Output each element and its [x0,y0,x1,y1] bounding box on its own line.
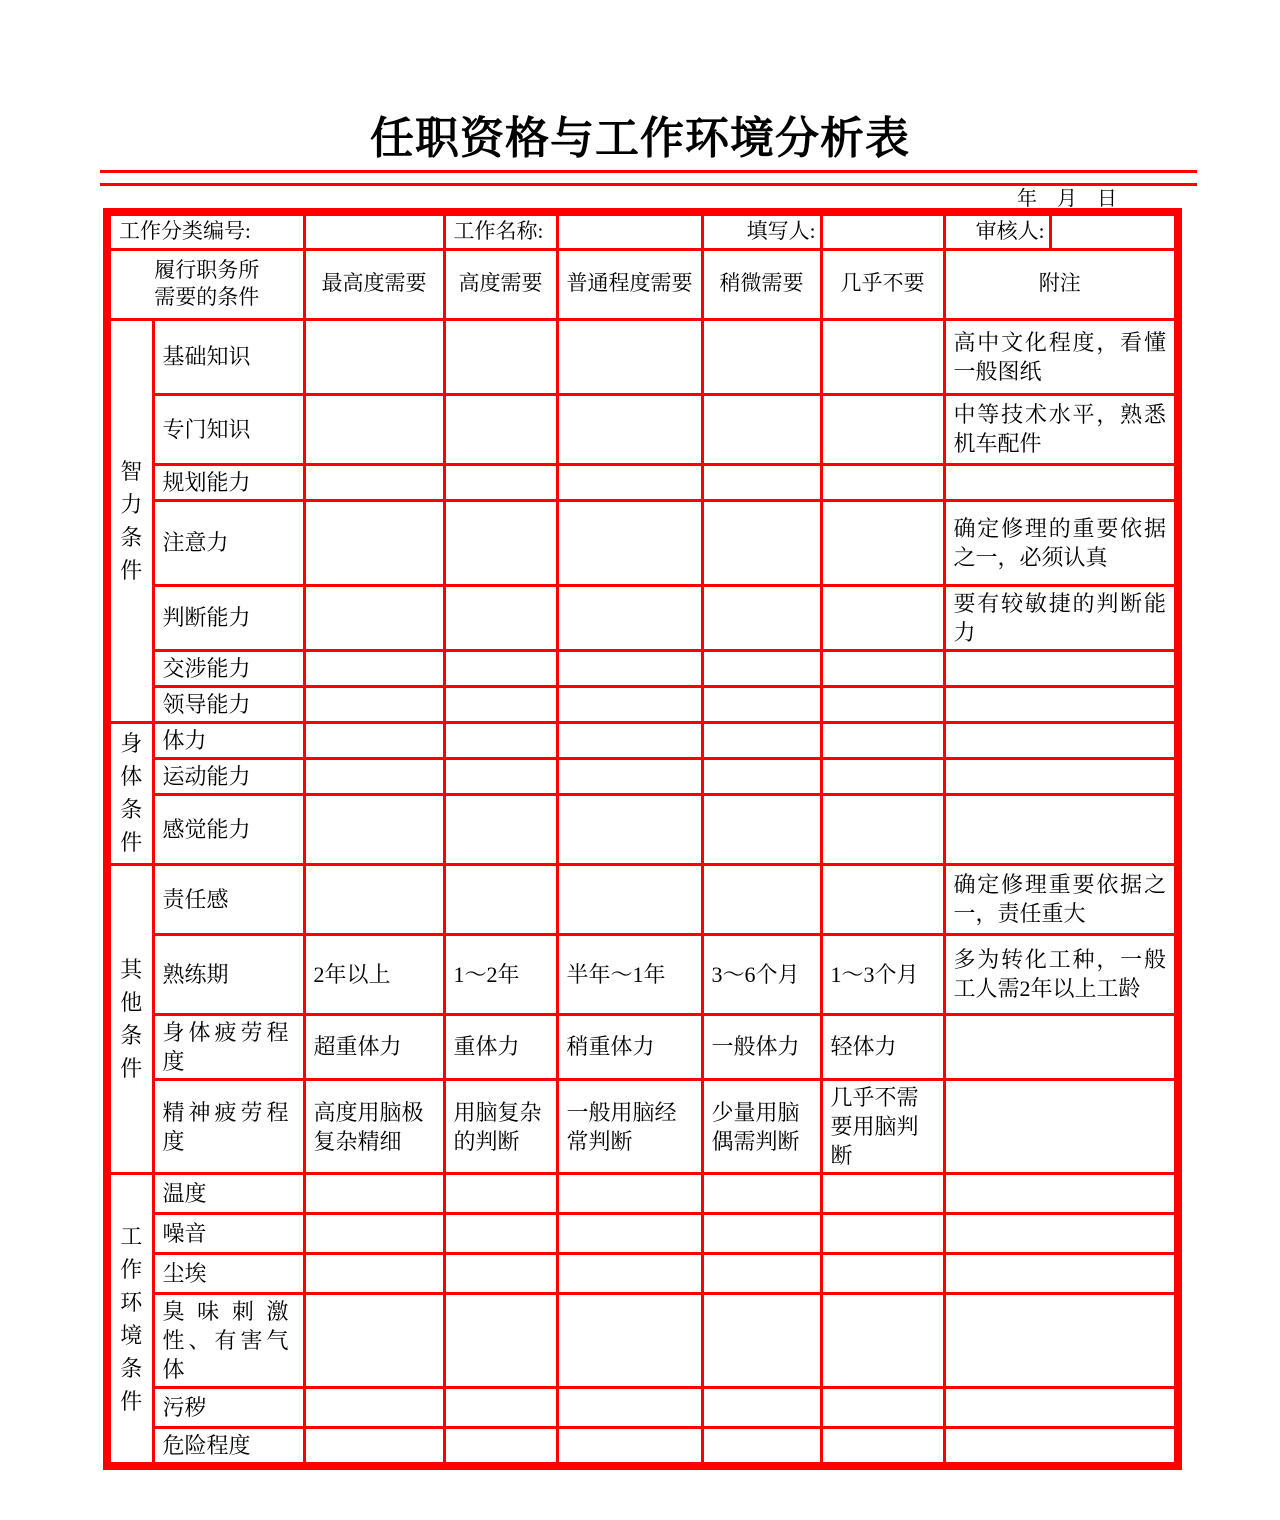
item-judgment-ability: 判断能力 [153,585,304,650]
header-level-highest: 最高度需要 [304,249,444,319]
rating-cell [821,464,944,500]
rating-cell: 几乎不需要用脑判断 [821,1080,944,1174]
item-physical-fatigue: 身体疲劳程度 [153,1014,304,1079]
note-cell [944,464,1178,500]
note-cell [944,722,1178,758]
rating-cell [702,585,821,650]
rating-cell [821,794,944,864]
note-cell [944,1174,1178,1214]
section-label-work-environment: 工作环境条件 [107,1174,153,1467]
rating-cell [702,464,821,500]
rating-cell: 半年～1年 [557,934,702,1014]
item-physical-strength: 体力 [153,722,304,758]
rating-cell [304,464,444,500]
rating-cell [821,1428,944,1467]
info-label-reviewer: 审核人: [944,212,1050,249]
table-row [107,650,1178,686]
table-row [107,319,1178,394]
table-row [107,1080,1178,1174]
table-header-row [107,249,1178,319]
rating-cell [821,686,944,722]
rating-cell [444,500,557,585]
rating-cell [557,464,702,500]
rating-cell: 稍重体力 [557,1014,702,1079]
info-label-job-name: 工作名称: [444,212,557,249]
table-row [107,1254,1178,1294]
table-row [107,864,1178,934]
rating-cell [444,1174,557,1214]
item-sensory-ability: 感觉能力 [153,794,304,864]
note-cell: 多为转化工种，一般工人需2年以上工龄 [944,934,1178,1014]
rating-cell [304,864,444,934]
rating-cell: 重体力 [444,1014,557,1079]
rating-cell [304,1294,444,1388]
rating-cell [557,1388,702,1428]
note-cell: 中等技术水平，熟悉机车配件 [944,394,1178,464]
rating-cell [702,1254,821,1294]
rating-cell [304,1214,444,1254]
rating-cell [444,585,557,650]
table-row [107,1294,1178,1388]
info-row [107,212,1178,249]
table-row [107,758,1178,794]
rating-cell [821,319,944,394]
rating-cell [557,319,702,394]
rating-cell [821,1214,944,1254]
note-cell [944,758,1178,794]
date-line: 年 月 日 [1017,188,1117,210]
table-row [107,1014,1178,1079]
rating-cell [304,794,444,864]
item-mental-fatigue: 精神疲劳程度 [153,1080,304,1174]
rating-cell [304,1388,444,1428]
rating-cell [444,1428,557,1467]
rating-cell [821,585,944,650]
rating-cell [702,864,821,934]
rating-cell [702,1428,821,1467]
rating-cell [304,1174,444,1214]
item-temperature: 温度 [153,1174,304,1214]
section-label-other: 其他条件 [107,864,153,1173]
item-planning-ability: 规划能力 [153,464,304,500]
note-cell [944,650,1178,686]
note-cell [944,1080,1178,1174]
rating-cell [702,1294,821,1388]
rating-cell [702,1214,821,1254]
table-row [107,1428,1178,1467]
rating-cell [444,650,557,686]
item-leadership-ability: 领导能力 [153,686,304,722]
rating-cell [557,500,702,585]
rating-cell [304,500,444,585]
item-odor-irritant-harmful-gas: 臭味刺激性、有害气体 [153,1294,304,1388]
rating-cell: 1～2年 [444,934,557,1014]
rating-cell [444,864,557,934]
rating-cell [304,1428,444,1467]
rating-cell [821,864,944,934]
rating-cell: 超重体力 [304,1014,444,1079]
header-level-normal: 普通程度需要 [557,249,702,319]
rating-cell [557,394,702,464]
rating-cell [557,794,702,864]
rating-cell [304,650,444,686]
rating-cell: 少量用脑偶需判断 [702,1080,821,1174]
rating-cell [821,722,944,758]
header-level-slight: 稍微需要 [702,249,821,319]
table-row [107,686,1178,722]
header-note-column: 附注 [944,249,1178,319]
item-dust: 尘埃 [153,1254,304,1294]
rating-cell [557,1294,702,1388]
rating-cell [557,1214,702,1254]
section-label-intelligence: 智力条件 [107,319,153,722]
item-attention: 注意力 [153,500,304,585]
note-cell [944,794,1178,864]
rating-cell [702,686,821,722]
rating-cell [304,722,444,758]
table-row [107,934,1178,1014]
page-title: 任职资格与工作环境分析表 [370,114,910,163]
note-cell [944,686,1178,722]
rating-cell: 一般体力 [702,1014,821,1079]
rating-cell [444,464,557,500]
rating-cell [444,758,557,794]
rating-cell [557,1428,702,1467]
note-cell: 确定修理的重要依据之一，必须认真 [944,500,1178,585]
rating-cell [444,1294,557,1388]
header-level-rarely: 几乎不要 [821,249,944,319]
rating-cell [557,686,702,722]
note-cell [944,1214,1178,1254]
table-row [107,722,1178,758]
rating-cell [557,1174,702,1214]
rating-cell [821,1174,944,1214]
rating-cell [304,686,444,722]
table-row [107,464,1178,500]
note-cell [944,1294,1178,1388]
table-row [107,1214,1178,1254]
rating-cell [304,394,444,464]
rating-cell [821,1388,944,1428]
rating-cell [821,394,944,464]
rating-cell [304,319,444,394]
item-basic-knowledge: 基础知识 [153,319,304,394]
rating-cell: 用脑复杂的判断 [444,1080,557,1174]
rating-cell [557,585,702,650]
info-label-preparer: 填写人: [702,212,821,249]
item-specialized-knowledge: 专门知识 [153,394,304,464]
rating-cell [821,500,944,585]
rating-cell [557,758,702,794]
rating-cell [444,394,557,464]
info-value-job-class-code [304,212,444,249]
rating-cell [557,650,702,686]
rating-cell: 2年以上 [304,934,444,1014]
rating-cell: 轻体力 [821,1014,944,1079]
rating-cell [702,722,821,758]
section-label-physical: 身体条件 [107,722,153,864]
item-noise: 噪音 [153,1214,304,1254]
rating-cell [557,1254,702,1294]
table-row [107,394,1178,464]
rating-cell: 高度用脑极复杂精细 [304,1080,444,1174]
table-row [107,500,1178,585]
rating-cell: 一般用脑经常判断 [557,1080,702,1174]
item-proficiency-period: 熟练期 [153,934,304,1014]
table-row [107,1388,1178,1428]
item-athletic-ability: 运动能力 [153,758,304,794]
rating-cell [444,1254,557,1294]
note-cell [944,1428,1178,1467]
note-cell: 要有较敏捷的判断能力 [944,585,1178,650]
rating-cell [557,722,702,758]
table-row [107,1174,1178,1214]
rating-cell [702,1174,821,1214]
info-label-job-class-code: 工作分类编号: [107,212,304,249]
analysis-table [103,208,1182,1470]
rating-cell [304,758,444,794]
note-cell [944,1014,1178,1079]
rating-cell [444,319,557,394]
rating-cell [444,794,557,864]
rating-cell [702,650,821,686]
rating-cell [702,319,821,394]
rating-cell [821,650,944,686]
rating-cell [444,1214,557,1254]
rating-cell [304,1254,444,1294]
rating-cell: 3～6个月 [702,934,821,1014]
item-negotiation-ability: 交涉能力 [153,650,304,686]
rating-cell [444,686,557,722]
item-filth: 污秽 [153,1388,304,1428]
note-cell [944,1254,1178,1294]
table-row [107,794,1178,864]
rating-cell [821,1294,944,1388]
rating-cell [821,758,944,794]
rating-cell [702,758,821,794]
note-cell: 高中文化程度，看懂一般图纸 [944,319,1178,394]
rating-cell [702,394,821,464]
rating-cell [444,1388,557,1428]
rating-cell [702,1388,821,1428]
item-responsibility: 责任感 [153,864,304,934]
item-danger-level: 危险程度 [153,1428,304,1467]
rating-cell [444,722,557,758]
info-value-preparer [821,212,944,249]
note-cell [944,1388,1178,1428]
header-level-high: 高度需要 [444,249,557,319]
rating-cell: 1～3个月 [821,934,944,1014]
table-row [107,585,1178,650]
info-value-job-name [557,212,702,249]
note-cell: 确定修理重要依据之一，责任重大 [944,864,1178,934]
rating-cell [702,794,821,864]
rating-cell [557,864,702,934]
rating-cell [821,1254,944,1294]
rating-cell [304,585,444,650]
header-condition-column: 履行职务所需要的条件 [107,249,304,319]
info-value-reviewer [1050,212,1178,249]
rating-cell [702,500,821,585]
